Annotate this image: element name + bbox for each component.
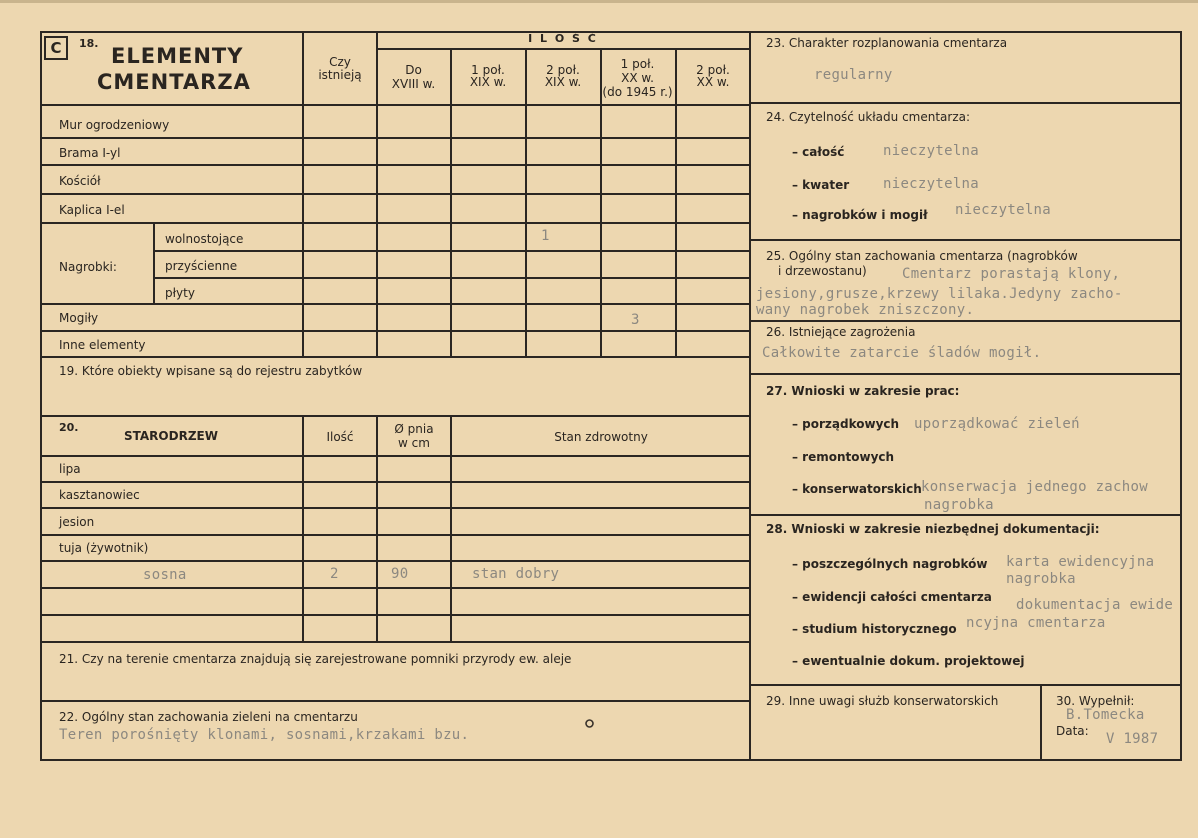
period-header-4-l2: XX w. xyxy=(621,71,654,85)
section-21-label: 21. Czy na terenie cmentarza znajdują się zarejestrowane pomniki przyrody ew. aleje xyxy=(59,652,572,666)
section-25-label-1: 25. Ogólny stan zachowania cmentarza (nagrobków xyxy=(766,249,1078,263)
section-25-value-1: Cmentarz porastają klony, xyxy=(902,266,1121,282)
trees-health-header: Stan zdrowotny xyxy=(554,430,648,444)
period-header-5-l1: 2 poł. xyxy=(696,63,730,77)
period-header-4-l1: 1 poł. xyxy=(620,57,655,71)
section-27-label: 27. Wnioski w zakresie prac: xyxy=(766,384,960,398)
section-letter-box: C xyxy=(44,36,68,60)
ink-stamp-mark xyxy=(584,718,595,729)
section-28-item-2-label: – ewidencji całości cmentarza xyxy=(792,590,992,604)
section-25-label-2: i drzewostanu) xyxy=(778,264,867,278)
section-24-item-3-value: nieczytelna xyxy=(955,202,1052,218)
section-30-date: V 1987 xyxy=(1106,731,1159,747)
row-label-church: Kościół xyxy=(59,174,101,188)
tree-typed-health: stan dobry xyxy=(472,566,560,582)
row-label-wall: Mur ogrodzeniowy xyxy=(59,118,170,132)
period-header-1-l1: Do xyxy=(405,63,422,77)
period-header-5-l2: XX w. xyxy=(696,75,730,89)
section-25-value-3: wany nagrobek zniszczony. xyxy=(756,302,975,318)
trees-diameter-header-2: w cm xyxy=(398,436,430,450)
tree-typed-species: sosna xyxy=(143,567,187,583)
section-25-value-2: jesiony,grusze,krzewy lilaka.Jedyny zacho- xyxy=(756,286,1123,302)
section-24-item-1-label: – całość xyxy=(792,145,845,159)
tree-jesion: jesion xyxy=(59,515,95,529)
section-26-value: Całkowite zatarcie śladów mogił. xyxy=(762,345,1042,361)
section-27-item-3-value-2: nagrobka xyxy=(924,497,994,513)
section-30-date-label: Data: xyxy=(1056,724,1089,738)
card-top-edge xyxy=(0,0,1198,3)
row-label-chapel: Kaplica I-el xyxy=(59,203,125,217)
section-28-item-1-value-2: nagrobka xyxy=(1006,571,1076,587)
section-29-label: 29. Inne uwagi służb konserwatorskich xyxy=(766,694,999,708)
section-19-label: 19. Które obiekty wpisane są do rejestru zabytków xyxy=(59,364,363,378)
section-24-item-1-value: nieczytelna xyxy=(883,143,980,159)
period-header-3-l2: XIX w. xyxy=(544,75,582,89)
section-30-label: 30. Wypełnił: xyxy=(1056,694,1135,708)
period-header-3-l1: 2 poł. xyxy=(546,63,580,77)
section-28-item-2-value: dokumentacja ewide xyxy=(1016,597,1174,613)
tree-kasztanowiec: kasztanowiec xyxy=(59,488,140,502)
row-label-wall-mounted: przyścienne xyxy=(165,259,238,273)
section-26-label: 26. Istniejące zagrożenia xyxy=(766,325,916,339)
exists-header-line2: istnieją xyxy=(318,68,362,82)
row-label-freestanding: wolnostojące xyxy=(165,232,244,246)
section-title-line2: CMENTARZA xyxy=(97,70,251,94)
tree-lipa: lipa xyxy=(59,462,81,476)
section-27-item-1-label: – porządkowych xyxy=(792,417,900,431)
tree-typed-count: 2 xyxy=(330,566,339,582)
section-24-label: 24. Czytelność układu cmentarza: xyxy=(766,110,971,124)
row-label-gravestones: Nagrobki: xyxy=(59,260,117,274)
section-27-item-3-value-1: konserwacja jednego zachow xyxy=(921,479,1148,495)
trees-diameter-header-1: Ø pnia xyxy=(394,422,434,436)
section-28-item-1-value-1: karta ewidencyjna xyxy=(1006,554,1155,570)
value-graves-1st-half-20c: 3 xyxy=(631,312,640,328)
section-20-number: 20. xyxy=(59,421,79,434)
section-28-item-3-label: – studium historycznego xyxy=(792,622,957,636)
row-label-graves: Mogiły xyxy=(59,311,99,325)
section-23-label: 23. Charakter rozplanowania cmentarza xyxy=(766,36,1008,50)
section-24-item-3-label: – nagrobków i mogił xyxy=(792,208,928,222)
section-27-item-3-label: – konserwatorskich xyxy=(792,482,922,496)
section-27-item-1-value: uporządkować zieleń xyxy=(914,416,1080,432)
tree-typed-diameter: 90 xyxy=(391,566,409,582)
section-28-item-3-value: ncyjna cmentarza xyxy=(966,615,1106,631)
period-header-2-l2: XIX w. xyxy=(469,75,507,89)
tree-tuja: tuja (żywotnik) xyxy=(59,541,149,555)
exists-header-line1: Czy xyxy=(329,55,351,69)
quantity-header: I L O Ś Ć xyxy=(528,32,598,45)
section-22-label: 22. Ogólny stan zachowania zieleni na cmentarzu xyxy=(59,710,358,724)
section-27-item-2-label: – remontowych xyxy=(792,450,895,464)
section-28-item-1-label: – poszczególnych nagrobków xyxy=(792,557,988,571)
section-28-item-4-label: – ewentualnie dokum. projektowej xyxy=(792,654,1025,668)
section-18-number: 18. xyxy=(79,37,99,50)
section-22-value: Teren porośnięty klonami, sosnami,krzakami bzu. xyxy=(59,727,470,743)
period-header-1-l2: XVIII w. xyxy=(391,77,436,91)
section-28-label: 28. Wnioski w zakresie niezbędnej dokumentacji: xyxy=(766,522,1100,536)
section-24-item-2-label: – kwater xyxy=(792,178,850,192)
row-label-other: Inne elementy xyxy=(59,338,146,352)
section-20-title: STARODRZEW xyxy=(124,429,218,443)
trees-count-header: Ilość xyxy=(326,430,354,444)
section-30-name: B.Tomecka xyxy=(1066,707,1145,723)
row-label-slabs: płyty xyxy=(165,286,195,300)
period-header-4-l3: (do 1945 r.) xyxy=(602,85,673,99)
section-title-line1: ELEMENTY xyxy=(111,44,244,68)
value-freestanding-2nd-half-19c: 1 xyxy=(541,228,550,244)
section-23-value: regularny xyxy=(814,67,893,83)
row-label-gate: Brama I-yl xyxy=(59,146,121,160)
section-24-item-2-value: nieczytelna xyxy=(883,176,980,192)
period-header-2-l1: 1 poł. xyxy=(471,63,505,77)
